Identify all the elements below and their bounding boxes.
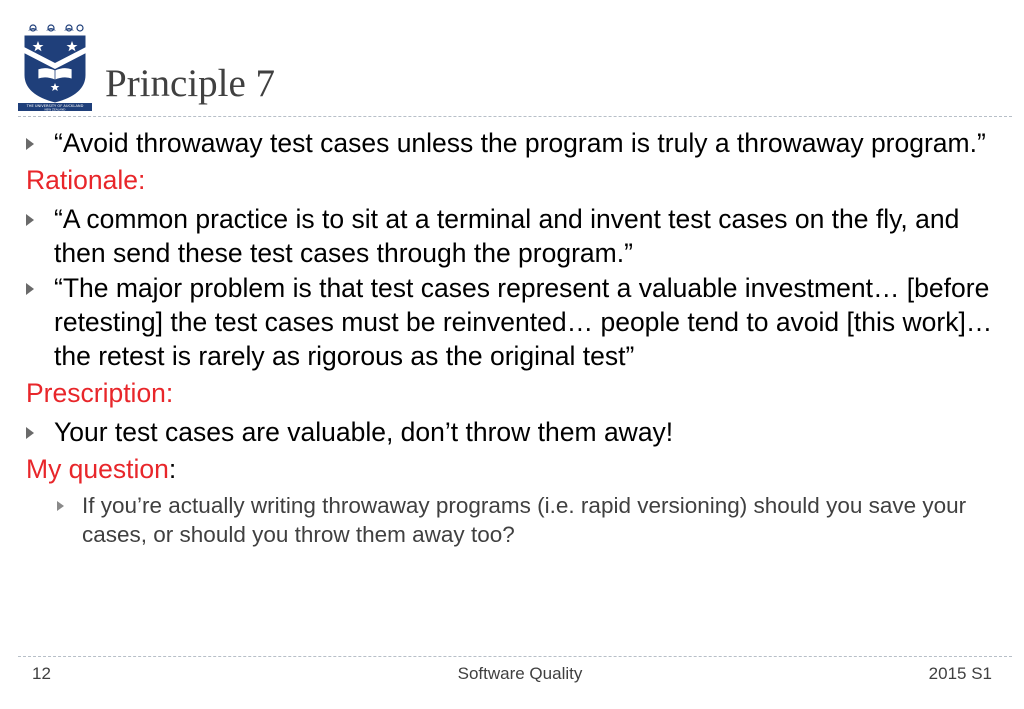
logo-text-line2: NEW ZEALAND (44, 107, 66, 111)
footer-course: Software Quality (457, 664, 583, 683)
bullet-item (26, 126, 996, 160)
rationale-heading: Rationale: (26, 165, 146, 195)
title-divider (18, 116, 1012, 117)
slide-body (26, 126, 996, 549)
university-logo (18, 23, 92, 111)
triangle-bullet-icon (57, 501, 64, 511)
footer-term: 2015 S1 (928, 664, 992, 683)
triangle-bullet-icon (26, 283, 34, 295)
bullet-text: “Avoid throwaway test cases unless the program is truly a throwaway program.” (54, 128, 986, 158)
bullet-item (26, 202, 996, 270)
sub-bullet-item (26, 491, 996, 549)
my-question-colon: : (168, 454, 177, 484)
bullet-item (26, 415, 996, 449)
slide-number: 12 (32, 664, 51, 683)
triangle-bullet-icon (26, 427, 34, 439)
bullet-text: Your test cases are valuable, don’t throw them away! (54, 417, 674, 447)
bullet-text: “The major problem is that test cases represent a valuable investment… [before retesting] the test cases must be reinvented… people tend to avoid [this work]… the retest is rarely as rigorous as the original test” (54, 273, 993, 371)
triangle-bullet-icon (26, 138, 34, 150)
bullet-text: “A common practice is to sit at a terminal and invent test cases on the fly, and then send these test cases through the program.” (54, 204, 960, 268)
my-question-heading (26, 452, 996, 487)
triangle-bullet-icon (26, 214, 34, 226)
logo-text-line1: THE UNIVERSITY OF AUCKLAND (26, 104, 84, 109)
footer-divider (18, 656, 1012, 657)
sub-bullet-text: If you’re actually writing throwaway programs (i.e. rapid versioning) should you save your cases, or should you throw them away too? (82, 493, 967, 547)
prescription-heading: Prescription: (26, 378, 174, 408)
bullet-item (26, 271, 996, 373)
my-question-label: My question (26, 454, 169, 484)
slide-title: Principle 7 (105, 62, 276, 105)
